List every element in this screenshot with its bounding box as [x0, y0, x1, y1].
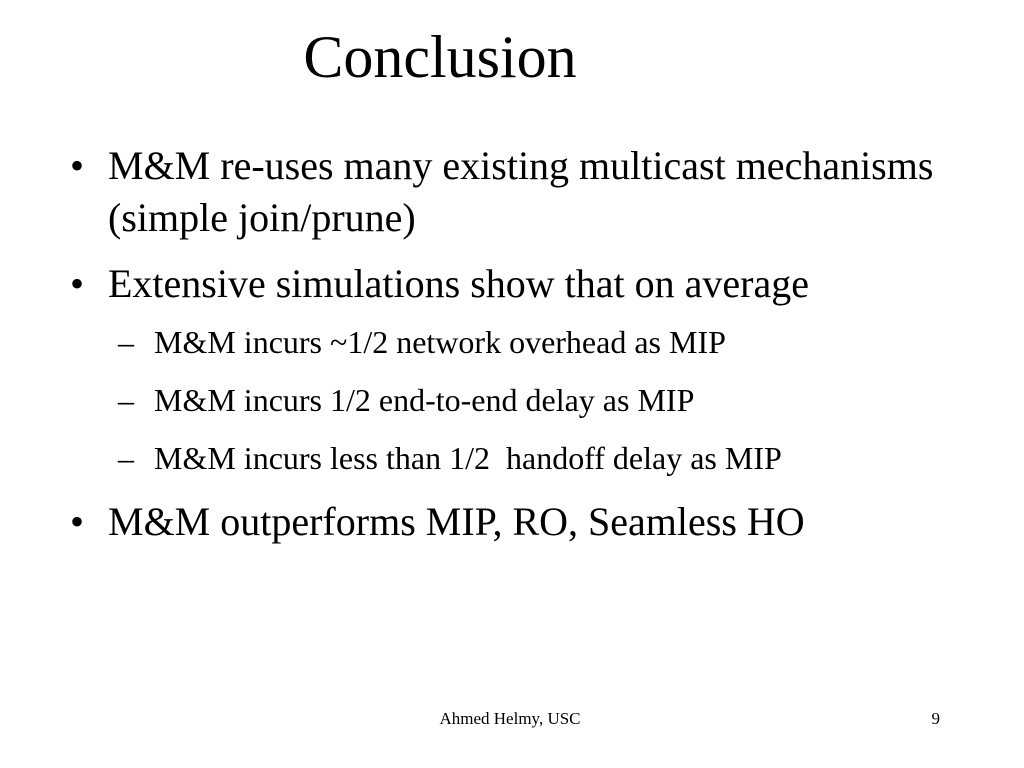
sub-bullet-item — [118, 380, 998, 420]
slide-title: Conclusion — [303, 24, 577, 90]
bullet-marker: • — [70, 499, 85, 544]
bullet-item — [70, 496, 970, 548]
sub-bullet-marker: – — [118, 382, 134, 418]
sub-bullet-item — [118, 322, 998, 362]
bullet-text: M&M outperforms MIP, RO, Seamless HO — [108, 499, 805, 544]
bullet-text: M&M re-uses many existing multicast mechanisms (simple join/prune) — [108, 143, 934, 240]
sub-bullet-text: M&M incurs ~1/2 network overhead as MIP — [154, 324, 726, 360]
bullet-text: Extensive simulations show that on average — [108, 261, 809, 306]
sub-bullet-item — [118, 438, 998, 478]
footer-author: Ahmed Helmy, USC — [439, 709, 581, 728]
bullet-marker: • — [70, 143, 85, 188]
sub-bullet-text: M&M incurs 1/2 end-to-end delay as MIP — [154, 382, 695, 418]
page-number: 9 — [931, 709, 940, 728]
sub-bullet-marker: – — [118, 440, 134, 476]
bullet-item — [70, 140, 970, 244]
bullet-marker: • — [70, 261, 85, 306]
bullet-item — [70, 258, 970, 310]
sub-bullet-marker: – — [118, 324, 134, 360]
sub-bullet-text: M&M incurs less than 1/2 handoff delay as MIP — [154, 440, 782, 476]
